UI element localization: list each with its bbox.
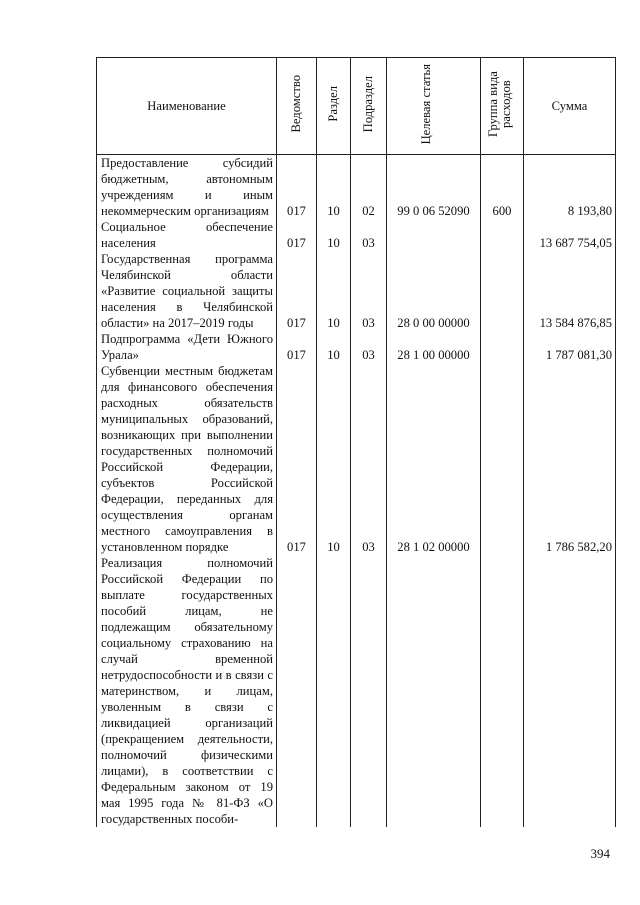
- row-expense-group: [481, 331, 524, 363]
- row-department: 017: [277, 251, 317, 331]
- row-expense-group: [481, 555, 524, 827]
- row-name: Подпрограмма «Дети Южного Урала»: [97, 331, 277, 363]
- row-target-article: 28 0 00 00000: [387, 251, 481, 331]
- row-subsection: 02: [351, 155, 387, 220]
- row-amount: 1 786 582,20: [524, 363, 616, 555]
- row-amount: 8 193,80: [524, 155, 616, 220]
- header-target-article: Целевая статья: [387, 58, 481, 155]
- row-section: [317, 555, 351, 827]
- row-section: 10: [317, 251, 351, 331]
- table-header-row: [97, 58, 616, 155]
- row-expense-group: [481, 251, 524, 331]
- row-subsection: [351, 555, 387, 827]
- table-row: [97, 555, 616, 827]
- row-subsection: 03: [351, 219, 387, 251]
- row-subsection: 03: [351, 363, 387, 555]
- row-department: 017: [277, 155, 317, 220]
- row-department: 017: [277, 363, 317, 555]
- row-department: [277, 555, 317, 827]
- row-amount: 1 787 081,30: [524, 331, 616, 363]
- header-subsection: Подраздел: [351, 58, 387, 155]
- row-target-article: 99 0 06 52090: [387, 155, 481, 220]
- row-subsection: 03: [351, 331, 387, 363]
- row-expense-group: [481, 219, 524, 251]
- row-target-article: [387, 555, 481, 827]
- row-name: Реализация полномочий Российской Федерации по выплате государственных пособий лицам, не подлежащим обязательному социальному страхованию на случай временной нетрудоспособности и в связи с материнством, и лицам, уволенным в связи с ликвидацией организаций (прекращением деятельности, полномочий физическими лицами), в соответствии с Федеральным законом от 19 мая 1995 года № 81-ФЗ «О государственных пособи-: [97, 555, 277, 827]
- row-name: Государственная программа Челябинской области «Развитие социальной защиты населения в Челябинской области» на 2017–2019 годы: [97, 251, 277, 331]
- row-name: Социальное обеспечение населения: [97, 219, 277, 251]
- table-row: [97, 331, 616, 363]
- row-expense-group: [481, 363, 524, 555]
- row-target-article: 28 1 02 00000: [387, 363, 481, 555]
- row-section: 10: [317, 219, 351, 251]
- row-section: 10: [317, 363, 351, 555]
- row-department: 017: [277, 331, 317, 363]
- row-name: Предоставление субсидий бюджетным, автономным учреждениям и иным некоммерческим организациям: [97, 155, 277, 220]
- row-target-article: [387, 219, 481, 251]
- row-amount: [524, 555, 616, 827]
- row-section: 10: [317, 155, 351, 220]
- row-section: 10: [317, 331, 351, 363]
- header-expense-group: Группа вида расходов: [481, 58, 524, 155]
- table-row: [97, 251, 616, 331]
- table-row: [97, 155, 616, 220]
- row-name: Субвенции местным бюджетам для финансового обеспечения расходных обязательств муниципальных образований, возникающих при выполнении государственных полномочий Российской Федерации, субъектов Российской Федерации, переданных для осуществления органам местного самоуправления в установленном порядке: [97, 363, 277, 555]
- page-number: 394: [590, 846, 610, 861]
- header-department: Ведомство: [277, 58, 317, 155]
- header-amount: Сумма: [524, 58, 616, 155]
- row-amount: 13 687 754,05: [524, 219, 616, 251]
- header-name: Наименование: [97, 58, 277, 155]
- row-target-article: 28 1 00 00000: [387, 331, 481, 363]
- row-department: 017: [277, 219, 317, 251]
- table-row: [97, 219, 616, 251]
- budget-table: [96, 57, 616, 827]
- row-amount: 13 584 876,85: [524, 251, 616, 331]
- header-section: Раздел: [317, 58, 351, 155]
- row-subsection: 03: [351, 251, 387, 331]
- row-expense-group: 600: [481, 155, 524, 220]
- table-row: [97, 363, 616, 555]
